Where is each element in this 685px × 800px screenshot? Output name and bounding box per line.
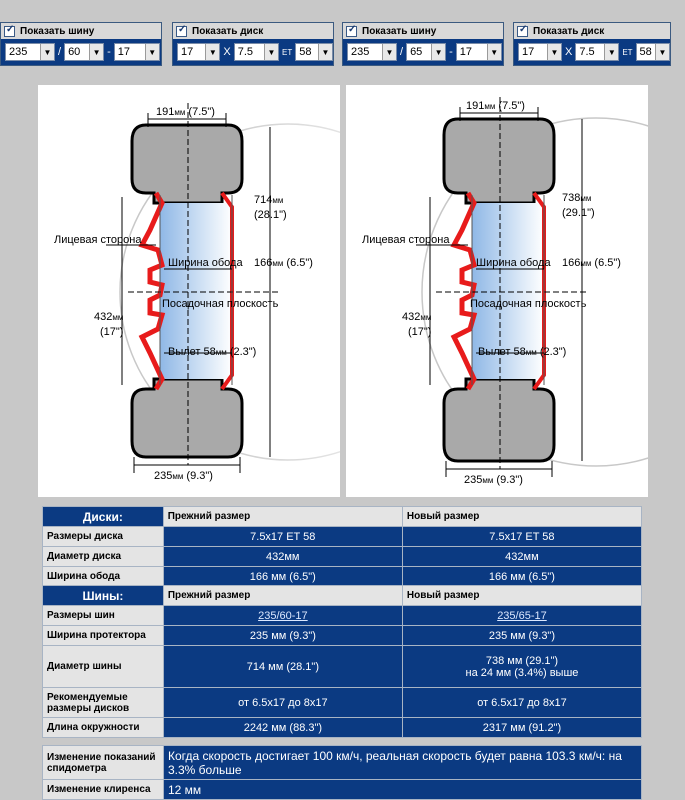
new-tire-size-link[interactable]: 235/65-17 bbox=[497, 609, 547, 622]
show-tire-label: Показать шину bbox=[20, 25, 95, 37]
show-wheel-checkbox[interactable] bbox=[176, 26, 187, 37]
wheel-control-group-new: ✓ Показать диск 17 ▼ X 7.5 ▼ ET 58 ▼ bbox=[513, 22, 671, 66]
tire-profile-select[interactable]: 60 ▼ bbox=[64, 43, 104, 61]
wheel-width-select[interactable]: 7.5 ▼ bbox=[575, 43, 619, 61]
rim-width-label: Ширина обода bbox=[168, 257, 243, 269]
show-wheel-label: Показать диск bbox=[192, 25, 264, 37]
discs-table bbox=[42, 506, 642, 587]
discs-section-title: Диски: bbox=[43, 507, 164, 527]
chevron-down-icon: ▼ bbox=[487, 44, 501, 60]
mount-plane-label: Посадочная плоскость bbox=[162, 298, 279, 310]
show-tire-checkbox[interactable] bbox=[4, 26, 15, 37]
mount-plane-label: Посадочная плоскость bbox=[470, 298, 587, 310]
tire-rim-select[interactable]: 17 ▼ bbox=[456, 43, 502, 61]
wheel-diameter-select[interactable]: 17 ▼ bbox=[177, 43, 220, 61]
offset-label: Вылет 58мм (2.3") bbox=[168, 346, 257, 358]
rim-width-label: Ширина обода bbox=[476, 257, 551, 269]
chevron-down-icon: ▼ bbox=[264, 44, 278, 60]
old-size-header: Прежний размер bbox=[163, 586, 402, 606]
show-tire-label: Показать шину bbox=[362, 25, 437, 37]
table-row: Длина окружности 2242 мм (88.3") 2317 мм (91.2") bbox=[43, 718, 642, 738]
wheel-diagram-new bbox=[346, 85, 648, 497]
chevron-down-icon: ▼ bbox=[205, 44, 219, 60]
chevron-down-icon: ▼ bbox=[604, 44, 618, 60]
table-row: Размеры шин 235/60-17 235/65-17 bbox=[43, 606, 642, 626]
tire-diameter-label: 738мм bbox=[562, 192, 592, 204]
wheel-et-select[interactable]: 58 ▼ bbox=[295, 43, 333, 61]
rim-diameter-inch: (17") bbox=[408, 326, 432, 338]
rim-diameter-label: 432мм bbox=[94, 311, 124, 323]
table-row: Диаметр шины 714 мм (28.1") 738 мм (29.1") на 24 мм (3.4%) выше bbox=[43, 646, 642, 688]
wheel-width-select[interactable]: 7.5 ▼ bbox=[234, 43, 279, 61]
tire-diameter-inch: (28.1") bbox=[254, 209, 287, 221]
chevron-down-icon: ▼ bbox=[89, 44, 103, 60]
show-wheel-checkbox[interactable] bbox=[517, 26, 528, 37]
tire-control-group-new: ✓ Показать шину 235 ▼ / 65 ▼ - 17 ▼ bbox=[342, 22, 504, 66]
table-row: Диаметр диска 432мм 432мм bbox=[43, 547, 642, 567]
table-row: Изменение показаний спидометра Когда скорость достигает 100 км/ч, реальная скорость будет равна 103.3 км/ч: на 3.3% больше bbox=[43, 746, 642, 780]
rim-width-value: 166мм (6.5") bbox=[562, 257, 621, 269]
chevron-down-icon: ▼ bbox=[382, 44, 396, 60]
bottom-width-label: 235мм (9.3") bbox=[464, 474, 523, 486]
face-side-label: Лицевая сторона bbox=[362, 234, 450, 246]
chevron-down-icon: ▼ bbox=[318, 44, 332, 60]
chevron-down-icon: ▼ bbox=[145, 44, 159, 60]
top-width-label: 191мм (7.5") bbox=[156, 106, 215, 118]
old-tire-size-link[interactable]: 235/60-17 bbox=[258, 609, 308, 622]
table-row: Ширина обода 166 мм (6.5") 166 мм (6.5") bbox=[43, 567, 642, 587]
tire-width-select[interactable]: 235 ▼ bbox=[347, 43, 397, 61]
new-size-header: Новый размер bbox=[402, 507, 641, 527]
chevron-down-icon: ▼ bbox=[655, 44, 669, 60]
wheel-diagram-old bbox=[38, 85, 340, 497]
wheel-cross-section bbox=[38, 85, 340, 497]
table-row: Изменение клиренса 12 мм bbox=[43, 780, 642, 800]
wheel-diameter-select[interactable]: 17 ▼ bbox=[518, 43, 562, 61]
table-row: Рекомендуемые размеры дисков от 6.5x17 до 8x17 от 6.5x17 до 8x17 bbox=[43, 688, 642, 718]
rim-width-value: 166мм (6.5") bbox=[254, 257, 313, 269]
old-size-header: Прежний размер bbox=[163, 507, 402, 527]
table-row: Ширина протектора 235 мм (9.3") 235 мм (9.3") bbox=[43, 626, 642, 646]
tires-table bbox=[42, 585, 642, 738]
top-width-label: 191мм (7.5") bbox=[466, 100, 525, 112]
tires-section-title: Шины: bbox=[43, 586, 164, 606]
show-tire-checkbox[interactable] bbox=[346, 26, 357, 37]
chevron-down-icon: ▼ bbox=[431, 44, 445, 60]
tire-diameter-label: 714мм bbox=[254, 194, 284, 206]
wheel-et-select[interactable]: 58 ▼ bbox=[636, 43, 670, 61]
show-wheel-label: Показать диск bbox=[533, 25, 605, 37]
offset-label: Вылет 58мм (2.3") bbox=[478, 346, 567, 358]
tire-rim-select[interactable]: 17 ▼ bbox=[114, 43, 160, 61]
chevron-down-icon: ▼ bbox=[547, 44, 561, 60]
wheel-control-group-old: ✓ Показать диск 17 ▼ X 7.5 ▼ ET 58 ▼ bbox=[172, 22, 334, 66]
bottom-width-label: 235мм (9.3") bbox=[154, 470, 213, 482]
size-controls-bar bbox=[0, 22, 685, 66]
changes-table bbox=[42, 745, 642, 800]
table-row: Размеры диска 7.5x17 ET 58 7.5x17 ET 58 bbox=[43, 527, 642, 547]
tire-diameter-inch: (29.1") bbox=[562, 207, 595, 219]
tire-profile-select[interactable]: 65 ▼ bbox=[406, 43, 446, 61]
chevron-down-icon: ▼ bbox=[40, 44, 54, 60]
face-side-label: Лицевая сторона bbox=[54, 234, 142, 246]
rim-diameter-label: 432мм bbox=[402, 311, 432, 323]
wheel-cross-section bbox=[346, 85, 648, 497]
tire-width-select[interactable]: 235 ▼ bbox=[5, 43, 55, 61]
tire-control-group-old: ✓ Показать шину 235 ▼ / 60 ▼ - 17 ▼ bbox=[0, 22, 162, 66]
rim-diameter-inch: (17") bbox=[100, 326, 124, 338]
new-size-header: Новый размер bbox=[402, 586, 641, 606]
